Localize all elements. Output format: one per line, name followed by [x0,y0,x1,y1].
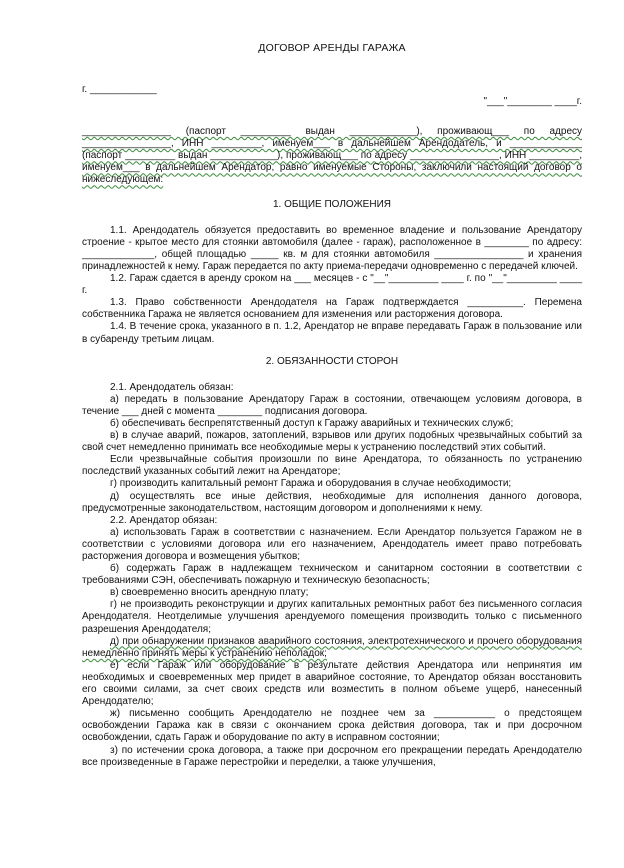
section-2-heading: 2. ОБЯЗАННОСТИ СТОРОН [265,355,399,367]
clause-2-2-e: е) если Гараж или оборудование в результате действия Арендатора или непринятия им необходимых и своевременных мер придет в аварийное состояние, то Арендатор обязан восстановить его своими силами, за счет своих средств или возместить в полном объеме ущерб, нанесенный Арендодателю; [82,659,582,708]
clause-1-2: 1.2. Гараж сдается в аренду сроком на ___ месяцев - с "__"_________ ____ г. по "__"_________ ____ г. [82,273,582,297]
clause-2-2-a: а) использовать Гараж в соответствии с назначением. Если Арендатор пользуется Гаражом не в соответствии с условиями договора или его назначением, Арендодатель имеет право потребовать расторжения договора и возмещения убытков; [82,526,582,562]
clause-2-1-b: б) обеспечивать беспрепятственный доступ к Гаражу аварийных и технических служб; [110,417,514,429]
clause-2-2-b: б) содержать Гараж в надлежащем техническом и санитарном состоянии в соответствии с требованиями СЭН, обеспечивать пожарную и техническую безопасность; [82,563,582,587]
clause-2-2: 2.2. Арендатор обязан: [110,514,218,526]
clause-2-1-g: г) производить капитальный ремонт Гаража и оборудования в случае необходимости; [110,478,512,490]
clause-2-2-v: в) своевременно вносить арендную плату; [110,587,309,599]
document-body [82,42,582,769]
document-title: ДОГОВОР АРЕНДЫ ГАРАЖА [258,42,406,54]
clause-2-1-v: в) в случае аварий, пожаров, затоплений, взрывов или других подобных чрезвычайных событий за свой счет немедленно принимать все необходимые меры к устранению последствий этих событий. [82,430,582,454]
clause-2-1-d: д) осуществлять все иные действия, необходимые для исполнения данного договора, предусмотренные законодательством, настоящим договором и дополнениями к нему. [82,490,582,514]
clause-2-2-g: г) не производить реконструкции и других капитальных ремонтных работ без письменного согласия Арендодателя. Неотделимые улучшения арендуемого помещения производить только с письменного разрешения Арендодателя; [82,599,582,635]
city-line: г. ____________ [82,84,157,96]
clause-1-4: 1.4. В течение срока, указанного в п. 1.2, Арендатор не вправе передавать Гараж в пользование или в субаренду третьим лицам. [82,321,582,345]
clause-2-2-z: з) по истечении срока договора, а также при досрочном его прекращении передать Арендодателю все произведенные в Гараже перестройки и переделки, а также улучшения, [82,744,582,768]
clause-1-3: 1.3. Право собственности Арендодателя на Гараж подтверждается __________. Перемена собственника Гаража не является основанием для изменения или расторжения договора. [82,297,582,321]
section-1-heading: 1. ОБЩИЕ ПОЛОЖЕНИЯ [273,198,391,210]
clause-2-1-a: а) передать в пользование Арендатору Гараж в состоянии, отвечающем условиям договора, в течение ___ дней с момента ________ подписания договора. [82,393,582,417]
clause-2-1-v-note: Если чрезвычайные события произошли по вине Арендатора, то обязанность по устранению последствий указанных событий лежит на Арендаторе; [82,454,582,478]
clause-2-1: 2.1. Арендодатель обязан: [110,381,234,393]
parties-intro: ________________ (паспорт _________ выдан ____________), проживающ___ по адресу ________________, ИНН _________, именуем___ в дальнейшем Арендодатель, и _____________ (паспорт _________ выдан ____________), проживающ___ по адресу ________________, ИНН _________, именуем___ в дальнейшем Арендатор, равно именуемые Стороны, заключили настоящий договор о нижеследующем: [82,126,582,186]
clause-1-1: 1.1. Арендодатель обязуется предоставить во временное владение и пользование Арендатору строение - крытое место для стоянки автомобиля (далее - гараж), расположенное в ________ по адресу: _____________, общей площадью _____ кв. м для стоянки автомобиля ________________ и хранения принадлежностей к нему. Гараж передается по акту приема-передачи одновременно с передачей ключей. [82,224,582,272]
clause-2-2-d: д) при обнаружении признаков аварийного состояния, электротехнического и прочего оборудования немедленно принять меры к устранению неполадок; [82,635,582,659]
clause-2-2-zh: ж) письменно сообщить Арендодателю не позднее чем за ___________ о предстоящем освобождении Гаража как в связи с окончанием срока действия договора, так и при досрочном освобождении, сдать Гараж и оборудование по акту в исправном состоянии; [82,708,582,744]
date-line: "___"________ ____г. [483,96,582,108]
